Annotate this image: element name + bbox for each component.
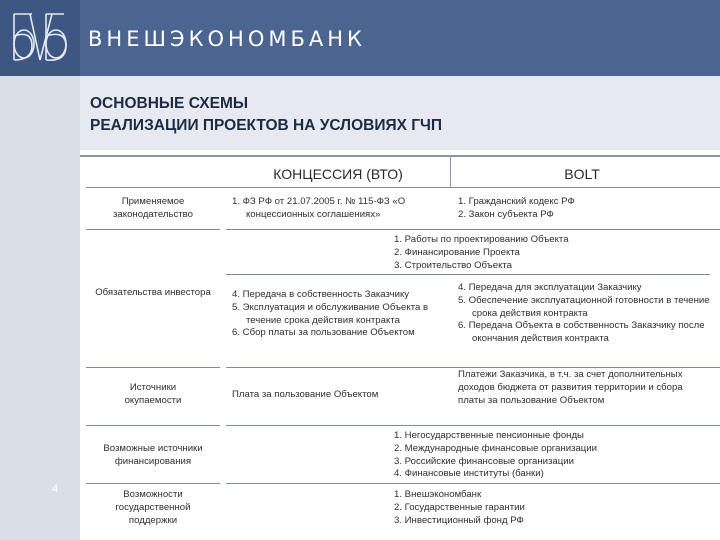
obligations-common-list [394, 234, 694, 272]
page-number: 4 [52, 483, 59, 495]
row-divider [86, 483, 220, 484]
list-item: 2. Финансирование Проекта [394, 246, 520, 258]
support-list [394, 489, 694, 527]
list-item: 3. Инвестиционный фонд РФ [394, 514, 524, 526]
list-item: 2. Международные финансовые организации [394, 442, 598, 454]
list-item: 3. Строительство Объекта [394, 259, 512, 271]
list-item: 1. ФЗ РФ от 21.07.2005 г. № 115-ФЗ «О концессионных соглашениях» [232, 196, 406, 220]
list-item: 4. Передача для эксплуатации Заказчику [458, 282, 642, 293]
list-item: 1. Негосударственные пенсионные фонды [394, 430, 584, 441]
row-label-financing: Возможные источники финансирования [103, 443, 203, 467]
list-item: 5. Эксплуатация и обслуживание Объекта в течение срока действия контракта [232, 301, 429, 326]
row-label-payback: Источники окупаемости [124, 382, 182, 406]
row-divider [226, 483, 720, 484]
list-item: 6. Передача Объекта в собственность Заказчику после окончания действия контракта [458, 320, 705, 345]
list-item: 3. Российские финансовые организации [394, 455, 574, 467]
obligations-concession-list [232, 289, 448, 340]
list-item: 6. Сбор платы за пользование Объектом [232, 327, 415, 339]
row-divider [86, 229, 220, 230]
list-item: 2. Государственные гарантии [394, 501, 525, 513]
left-sidebar-band [0, 76, 80, 540]
row-divider [86, 425, 220, 426]
payback-concession: Плата за пользование Объектом [232, 389, 379, 400]
col-header-divider [450, 157, 451, 187]
financing-list [394, 430, 704, 481]
bank-logo [0, 0, 80, 76]
slide-title [90, 93, 442, 137]
row-label-obligations: Обязательства инвестора [95, 287, 211, 298]
row-divider [86, 367, 220, 368]
legislation-bolt-list [458, 196, 712, 222]
title-line-2: РЕАЛИЗАЦИИ ПРОЕКТОВ НА УСЛОВИЯХ ГЧП [90, 117, 443, 134]
row-divider [226, 425, 720, 426]
row-divider [226, 229, 720, 230]
list-item: 5. Обеспечение эксплуатационной готовности в течение срока действия контракта [458, 294, 710, 319]
row-label-support: Возможности государственной поддержки [115, 489, 191, 526]
list-item: 1. Работы по проектированию Объекта [394, 234, 569, 245]
title-line-1: ОСНОВНЫЕ СХЕМЫ [90, 95, 249, 112]
row-label-legislation: Применяемое законодательство [113, 196, 193, 220]
col-header-bolt: BOLT [564, 166, 600, 182]
payback-bolt: Платежи Заказчика, в т.ч. за счет дополнительных доходов бюджета от развития территории и сбора платы за пользование Объектом [458, 369, 683, 406]
list-item: 1. Гражданский кодекс РФ [458, 196, 575, 207]
col-header-concession: КОНЦЕССИЯ (ВТО) [273, 166, 403, 182]
list-item: 1. Внешэкономбанк [394, 489, 482, 500]
list-item: 2. Закон субъекта РФ [458, 208, 554, 220]
row-divider [86, 187, 720, 188]
obligations-bolt-list [458, 282, 712, 346]
row-divider [226, 274, 710, 275]
row-divider [226, 367, 720, 368]
list-item: 4. Финансовые институты (банки) [394, 468, 544, 480]
table-top-rule [80, 155, 720, 157]
list-item: 4. Передача в собственность Заказчику [232, 289, 410, 300]
legislation-concession-list [232, 196, 444, 222]
bank-name: ВНЕШЭКОНОМБАНК [88, 27, 366, 51]
